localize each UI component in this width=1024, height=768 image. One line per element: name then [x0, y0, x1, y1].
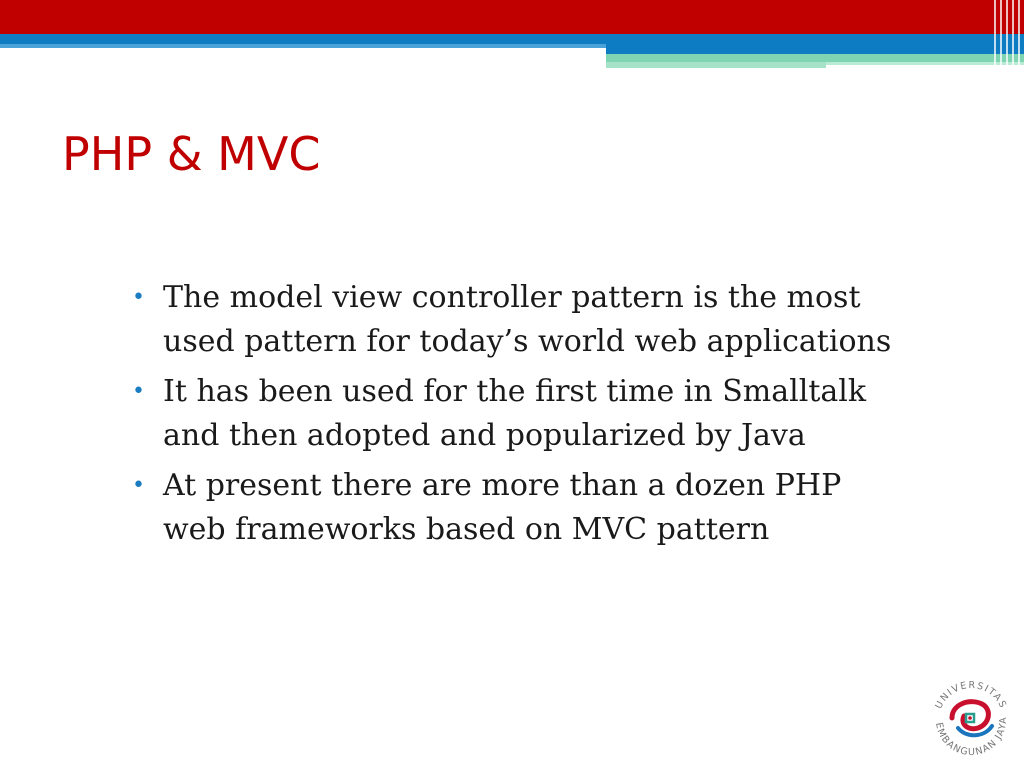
bullet-list — [132, 276, 912, 558]
header-red-bar — [0, 0, 1024, 34]
university-logo — [922, 668, 1020, 766]
bullet-item — [132, 276, 912, 364]
bullet-item — [132, 464, 912, 552]
header-blue-bar-right — [606, 44, 1024, 54]
bullet-text: At present there are more than a dozen PHP web frameworks based on MVC pattern — [163, 468, 842, 547]
bullet-icon: • — [132, 379, 145, 404]
header-blue-bar — [0, 34, 1024, 44]
bullet-icon: • — [132, 473, 145, 498]
bullet-icon: • — [132, 285, 145, 310]
header-green-bar — [606, 54, 1024, 62]
university-logo-icon — [922, 668, 1020, 766]
header-stripes — [990, 0, 1024, 70]
bullet-text: It has been used for the first time in Smalltalk and then adopted and popularized by Java — [163, 374, 867, 453]
bullet-text: The model view controller pattern is the most used pattern for today’s world web applications — [163, 280, 892, 359]
header-green-bar-short — [606, 62, 826, 68]
svg-text:UNIVERSITAS: UNIVERSITAS — [933, 679, 1009, 711]
header-light-blue-bar — [0, 44, 606, 48]
svg-text:PEMBANGUNAN JAYA: EMBANGUNAN JAYA — [933, 716, 1010, 759]
slide-title: PHP & MVC — [62, 127, 321, 181]
bullet-item — [132, 370, 912, 458]
